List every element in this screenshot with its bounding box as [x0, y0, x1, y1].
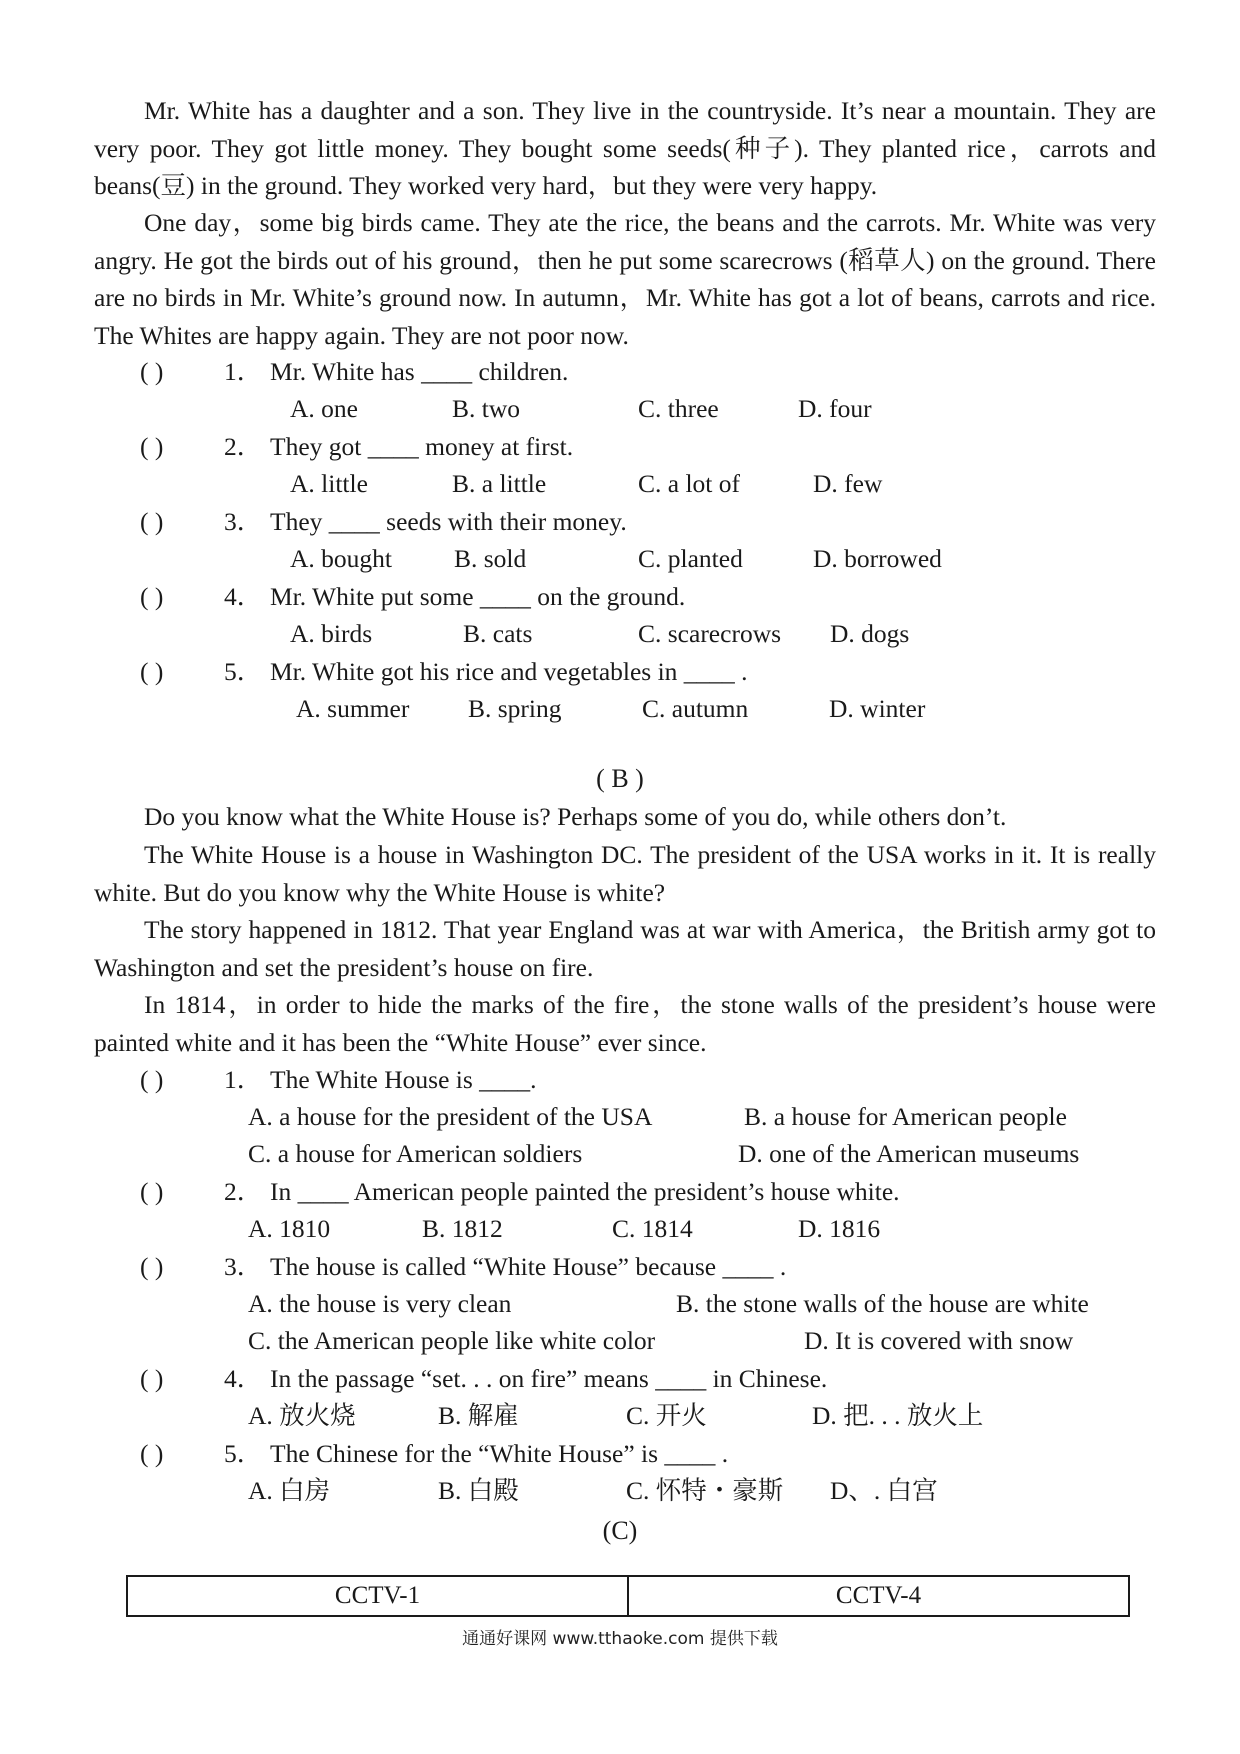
- option-a: A. one: [290, 394, 358, 423]
- option-d: D. It is covered with snow: [804, 1326, 1074, 1355]
- option-d: D、. 白宫: [830, 1476, 938, 1505]
- answer-blank[interactable]: ( ): [140, 357, 164, 386]
- option-a: A. 1810: [248, 1214, 331, 1243]
- option-c: C. planted: [638, 544, 743, 573]
- option-d: D. one of the American museums: [738, 1139, 1080, 1168]
- question-b1: ( ) 1． The White House is ____.: [140, 1061, 537, 1099]
- question-a1: ( ) 1． Mr. White has ____ children.: [140, 353, 568, 391]
- question-b4: ( ) 4． In the passage “set. . . on fire” means ____ in Chinese.: [140, 1360, 827, 1398]
- option-a: A. 放火烧: [248, 1401, 356, 1430]
- question-stem: The house is called “White House” because ____ .: [270, 1252, 787, 1281]
- answer-blank[interactable]: ( ): [140, 507, 164, 536]
- option-d: D. 把. . . 放火上: [812, 1401, 984, 1430]
- question-stem: In ____ American people painted the president’s house white.: [270, 1177, 900, 1206]
- answer-blank[interactable]: ( ): [140, 1439, 164, 1468]
- option-c: C. 开火: [626, 1401, 707, 1430]
- table-header-cctv1: CCTV-1: [127, 1576, 628, 1616]
- option-d: D. winter: [829, 694, 926, 723]
- option-b: B. two: [452, 394, 521, 423]
- option-d: D. few: [813, 469, 883, 498]
- option-a: A. a house for the president of the USA: [248, 1102, 653, 1131]
- passage-a-paragraph-1: Mr. White has a daughter and a son. They live in the countryside. It’s near a mountain. They are very poor. They got little money. They bought some seeds(种子). They planted rice，carrots and beans(豆) in the ground. They worked very hard，but they were very happy.: [94, 96, 1156, 200]
- section-c-heading: (C): [602, 1516, 638, 1545]
- option-b: B. cats: [463, 619, 533, 648]
- question-a2: ( ) 2． They got ____ money at first.: [140, 428, 573, 466]
- answer-blank[interactable]: ( ): [140, 432, 164, 461]
- passage-b-paragraph-3: The story happened in 1812. That year England was at war with America，the British army got to Washington and set the president’s house on fire.: [94, 915, 1156, 982]
- option-d: D. dogs: [830, 619, 910, 648]
- question-b3: ( ) 3． The house is called “White House” because ____ .: [140, 1248, 786, 1286]
- option-b: B. 1812: [422, 1214, 503, 1243]
- option-c: C. a lot of: [638, 469, 740, 498]
- option-b: B. sold: [454, 544, 527, 573]
- option-b: B. a house for American people: [744, 1102, 1067, 1131]
- section-b-heading: ( B ): [596, 764, 644, 793]
- question-stem: They got ____ money at first.: [270, 432, 574, 461]
- table-header-row: [127, 1576, 1129, 1616]
- question-b2: ( ) 2． In ____ American people painted the president’s house white.: [140, 1173, 900, 1211]
- answer-blank[interactable]: ( ): [140, 657, 164, 686]
- answer-blank[interactable]: ( ): [140, 1177, 164, 1206]
- question-stem: Mr. White put some ____ on the ground.: [270, 582, 686, 611]
- option-c: C. a house for American soldiers: [248, 1139, 583, 1168]
- passage-b-paragraph-4: In 1814，in order to hide the marks of the fire，the stone walls of the president’s house were painted white and it has been the “White House” ever since.: [94, 990, 1156, 1057]
- tv-schedule-table: [126, 1575, 1130, 1617]
- page-footer: 通通好课网 www.tthaoke.com 提供下载: [462, 1629, 778, 1649]
- question-a3: ( ) 3． They ____ seeds with their money.: [140, 503, 627, 541]
- question-stem: Mr. White has ____ children.: [270, 357, 569, 386]
- passage-b-paragraph-2: The White House is a house in Washington DC. The president of the USA works in it. It is really white. But do you know why the White House is white?: [94, 840, 1156, 907]
- question-a4: ( ) 4． Mr. White put some ____ on the ground.: [140, 578, 685, 616]
- answer-blank[interactable]: ( ): [140, 1364, 164, 1393]
- question-b5: ( ) 5． The Chinese for the “White House” is ____ .: [140, 1435, 728, 1473]
- option-a: A. summer: [296, 694, 410, 723]
- option-b: B. spring: [468, 694, 562, 723]
- question-stem: In the passage “set. . . on fire” means ____ in Chinese.: [270, 1364, 828, 1393]
- option-b: B. a little: [452, 469, 547, 498]
- question-stem: The White House is ____.: [270, 1065, 537, 1094]
- answer-blank[interactable]: ( ): [140, 582, 164, 611]
- passage-a-paragraph-2: One day，some big birds came. They ate the rice, the beans and the carrots. Mr. White was very angry. He got the birds out of his ground，then he put some scarecrows (稻草人) on the ground. There are no birds in Mr. White’s ground now. In autumn，Mr. White has got a lot of beans, carrots and rice. The Whites are happy again. They are not poor now.: [94, 208, 1156, 350]
- option-d: D. 1816: [798, 1214, 881, 1243]
- option-b: B. the stone walls of the house are white: [676, 1289, 1089, 1318]
- question-stem: They ____ seeds with their money.: [270, 507, 627, 536]
- passage-b-paragraph-1: Do you know what the White House is? Perhaps some of you do, while others don’t.: [144, 802, 1007, 831]
- option-d: D. borrowed: [813, 544, 942, 573]
- option-c: C. three: [638, 394, 719, 423]
- table-header-cctv4: CCTV-4: [628, 1576, 1129, 1616]
- option-c: C. autumn: [642, 694, 749, 723]
- question-a5: ( ) 5． Mr. White got his rice and vegetables in ____ .: [140, 653, 748, 691]
- option-b: B. 解雇: [438, 1401, 519, 1430]
- question-stem: The Chinese for the “White House” is ____ .: [270, 1439, 729, 1468]
- option-b: B. 白殿: [438, 1476, 519, 1505]
- option-a: A. bought: [290, 544, 392, 573]
- answer-blank[interactable]: ( ): [140, 1065, 164, 1094]
- option-a: A. little: [290, 469, 368, 498]
- question-stem: Mr. White got his rice and vegetables in ____ .: [270, 657, 748, 686]
- option-d: D. four: [798, 394, 872, 423]
- option-a: A. the house is very clean: [248, 1289, 512, 1318]
- option-c: C. the American people like white color: [248, 1326, 656, 1355]
- option-c: C. 1814: [612, 1214, 693, 1243]
- option-c: C. scarecrows: [638, 619, 782, 648]
- option-a: A. 白房: [248, 1476, 331, 1505]
- option-a: A. birds: [290, 619, 373, 648]
- answer-blank[interactable]: ( ): [140, 1252, 164, 1281]
- option-c: C. 怀特・豪斯: [626, 1476, 784, 1505]
